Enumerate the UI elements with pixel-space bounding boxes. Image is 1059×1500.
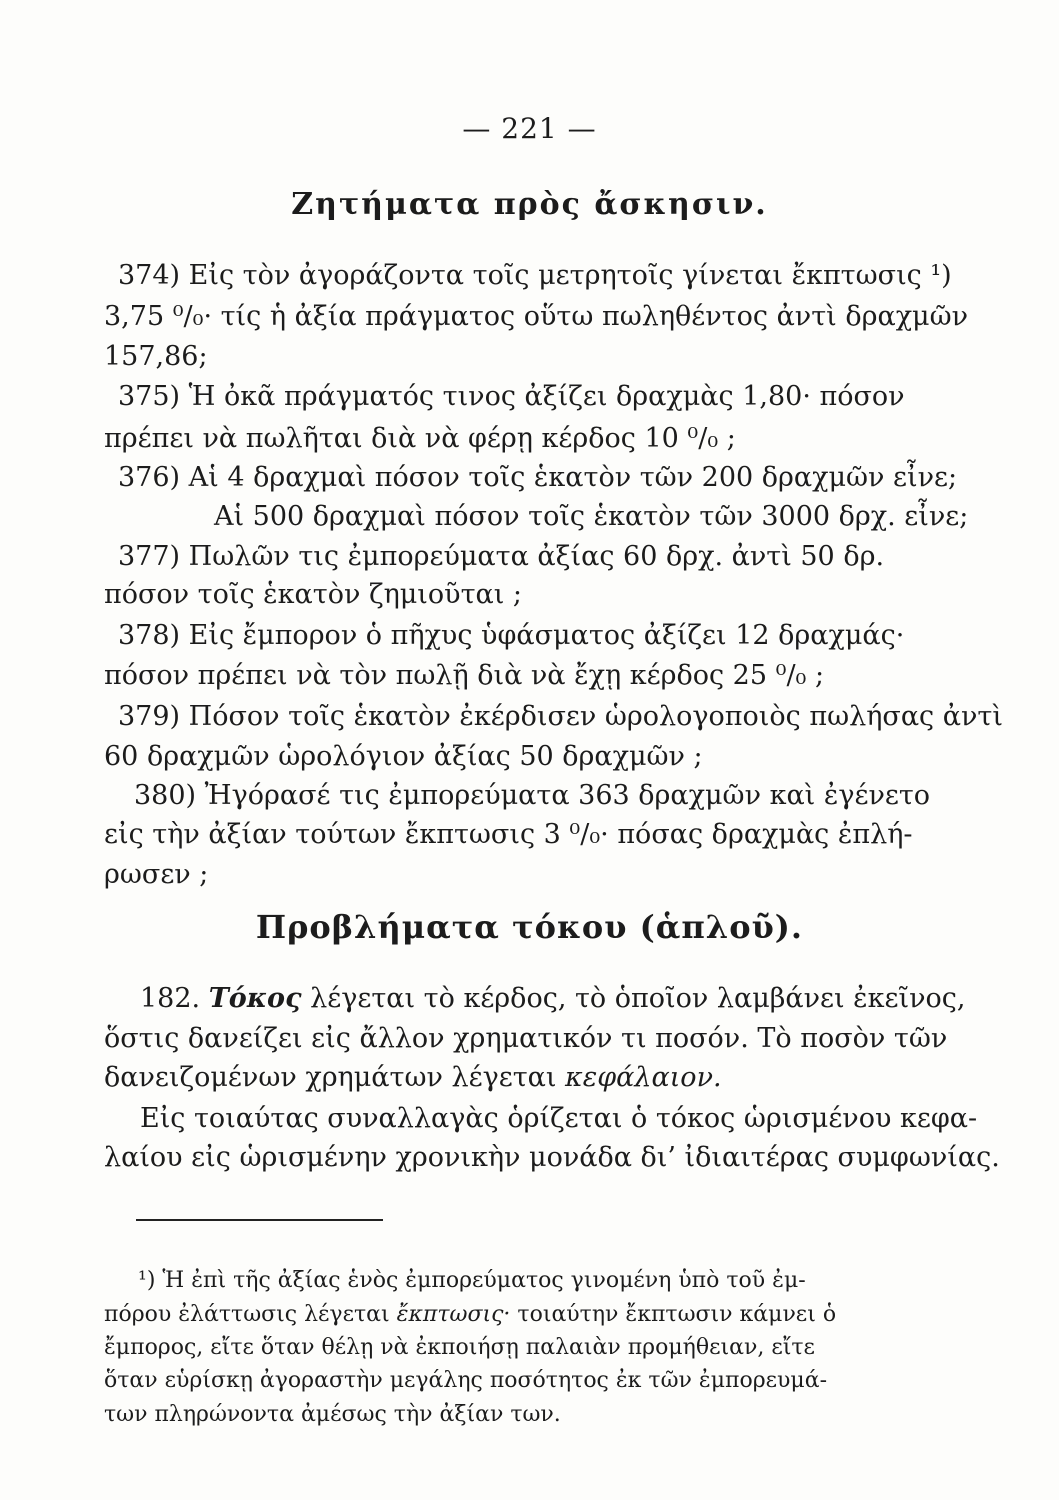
problem-380-line-2: εἰς τὴν ἀξίαν τούτων ἔκπτωσις 3 ⁰/₀· πόσας δραχμὰς ἐπλή- [104,819,913,850]
paragraph-number: 182. [140,983,201,1014]
footnote-line-2-end: τοιαύτην ἔκπτωσιν κάμνει ὁ [517,1302,837,1327]
page-number: — 221 — [462,112,597,145]
problem-377-line-2: πόσον τοῖς ἑκατὸν ζημιοῦται ; [104,579,522,610]
problem-378-line-2: πόσον πρέπει νὰ τὸν πωλῇ διὰ νὰ ἔχῃ κέρδος 25 ⁰/₀ ; [104,660,825,691]
paragraph-182-line-4: Εἰς τοιαύτας συναλλαγὰς ὁρίζεται ὁ τόκος ὡρισμένου κεφα- [140,1103,978,1134]
problem-375-line-2: πρέπει νὰ πωλῆται διὰ νὰ φέρῃ κέρδος 10 ⁰/₀ ; [104,423,736,454]
footnote-line-2 [104,1300,836,1330]
problem-377-line-1: 377) Πωλῶν τις ἐμπορεύματα ἀξίας 60 δρχ. ἀντὶ 50 δρ. [118,541,885,572]
problem-380-line-3: ρωσεν ; [104,859,209,890]
paragraph-182-line-5: λαίου εἰς ὡρισμένην χρονικὴν μονάδα δι’ ἰδιαιτέρας συμφωνίας. [104,1142,1000,1173]
problem-380-line-1: 380) Ἠγόρασέ τις ἐμπορεύματα 363 δραχμῶν καὶ ἐγένετο [134,780,931,811]
problem-374-line-2: 3,75 ⁰/₀· τίς ἡ ἀξία πράγματος οὕτω πωληθέντος ἀντὶ δραχμῶν [104,301,969,332]
section-title-exercises: Ζητήματα πρὸς ἄσκησιν. [291,187,768,222]
paragraph-182-line-1 [140,982,965,1016]
paragraph-182-line-3-text: δανειζομένων χρημάτων λέγεται [104,1062,557,1093]
term-kefalaion: κεφάλαιον. [565,1062,722,1093]
problem-374-line-3: 157,86; [104,341,208,372]
problem-375-line-1: 375) Ἡ ὀκᾶ πράγματός τινος ἀξίζει δραχμὰς 1,80· πόσον [118,381,905,412]
problem-374-line-1: 374) Εἰς τὸν ἀγοράζοντα τοῖς μετρητοῖς γίνεται ἔκπτωσις ¹) [118,260,952,291]
term-tokos: Τόκος [208,983,302,1014]
problem-379-line-2: 60 δραχμῶν ὡρολόγιον ἀξίας 50 δραχμῶν ; [104,741,703,772]
footnote-divider [136,1219,383,1221]
footnote-line-2-start: πόρου ἐλάττωσις λέγεται [104,1302,390,1327]
paragraph-182-line-3 [104,1061,722,1095]
problem-378-line-1: 378) Εἰς ἔμπορον ὁ πῆχυς ὑφάσματος ἀξίζει 12 δραχμάς· [118,620,905,651]
footnote-line-3: ἔμπορος, εἴτε ὅταν θέλῃ νὰ ἐκποιήσῃ παλαιὰν προμήθειαν, εἴτε [104,1335,815,1360]
paragraph-182-line-2: ὅστις δανείζει εἰς ἄλλον χρηματικόν τι ποσόν. Τὸ ποσὸν τῶν [104,1023,948,1054]
footnote-line-1: ¹) Ἡ ἐπὶ τῆς ἀξίας ἑνὸς ἐμπορεύματος γινομένη ὑπὸ τοῦ ἐμ- [138,1268,806,1293]
problem-379-line-1: 379) Πόσον τοῖς ἑκατὸν ἐκέρδισεν ὡρολογοποιὸς πωλήσας ἀντὶ [118,701,1003,732]
footnote-line-5: των πληρώνοντα ἀμέσως τὴν ἀξίαν των. [104,1402,561,1427]
problem-376-line-1: 376) Αἱ 4 δραχμαὶ πόσον τοῖς ἑκατὸν τῶν 200 δραχμῶν εἶνε; [118,462,958,493]
term-ekptosis: ἔκπτωσις· [396,1302,511,1327]
paragraph-182-line-1-text: λέγεται τὸ κέρδος, τὸ ὁποῖον λαμβάνει ἐκεῖνος, [310,983,966,1014]
section-title-interest: Προβλήματα τόκου (ἁπλοῦ). [255,908,804,946]
problem-376-line-2: Αἱ 500 δραχμαὶ πόσον τοῖς ἑκατὸν τῶν 3000 δρχ. εἶνε; [214,501,969,532]
footnote-line-4: ὅταν εὑρίσκῃ ἀγοραστὴν μεγάλης ποσότητος ἐκ τῶν ἐμπορευμά- [104,1368,828,1393]
